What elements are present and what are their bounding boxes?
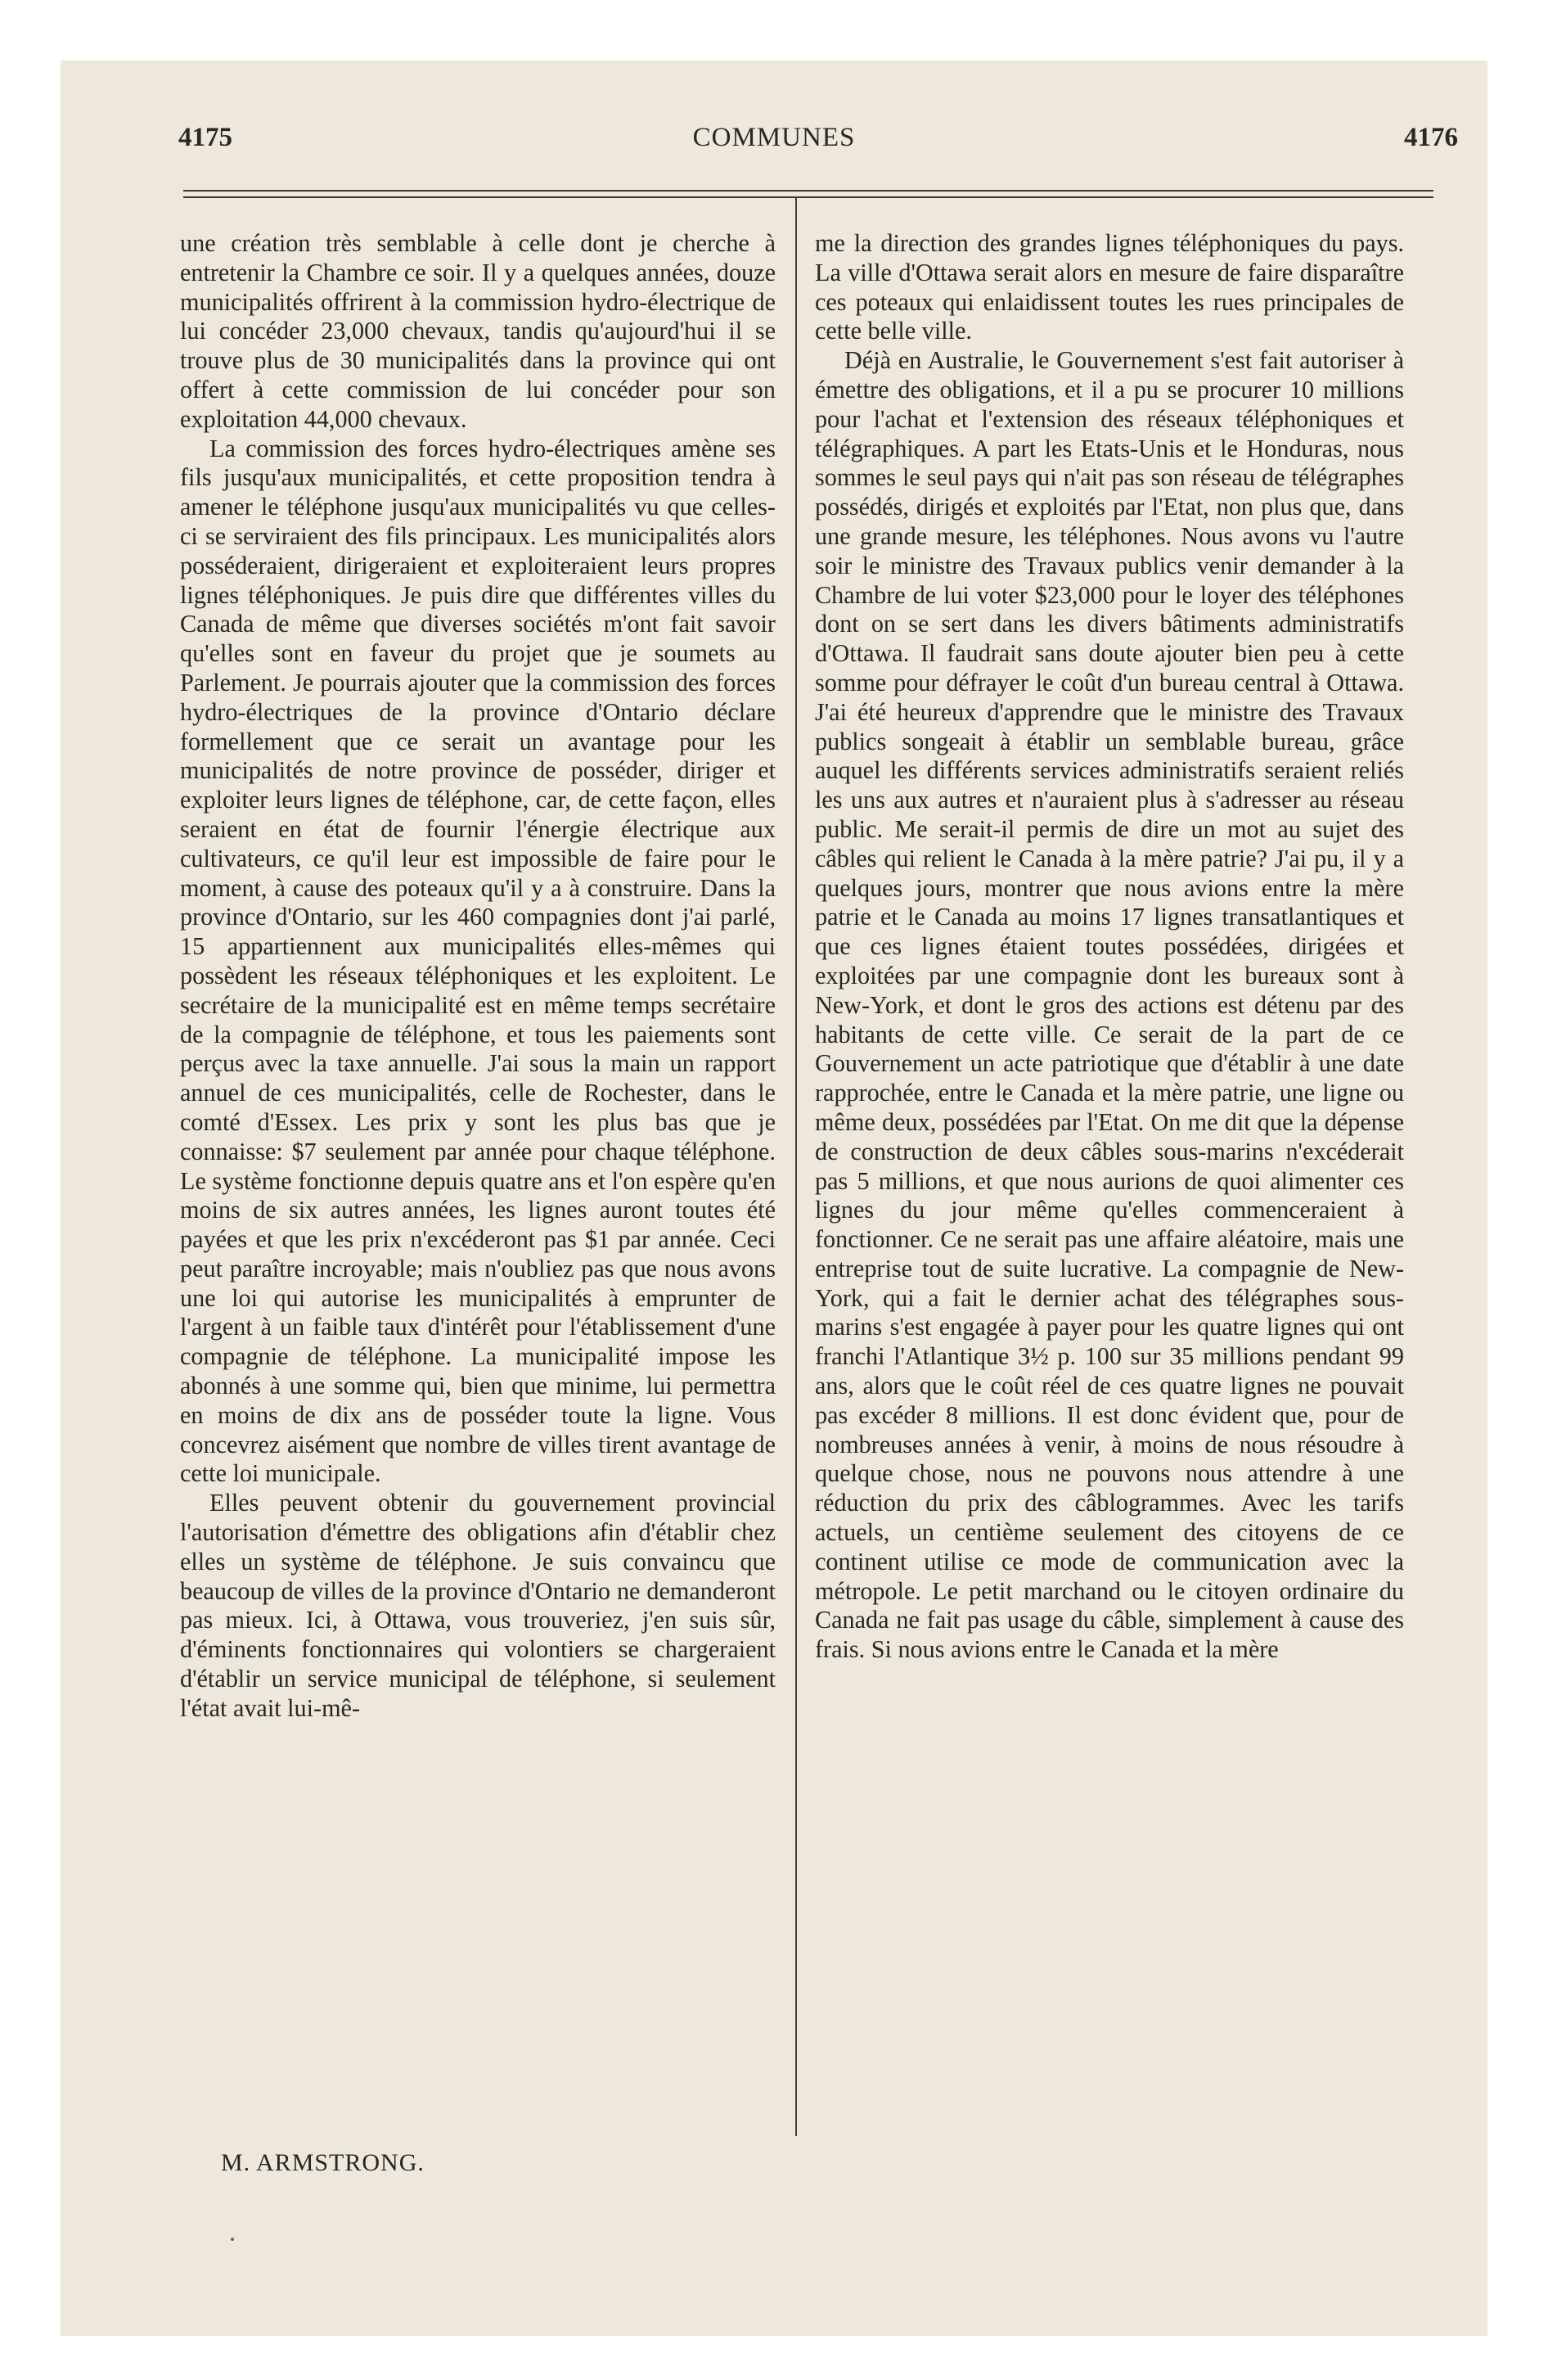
header-rule-top	[183, 190, 1433, 192]
scanned-page	[61, 61, 1487, 2336]
speaker-signature: M. ARMSTRONG.	[221, 2149, 425, 2176]
page-header	[61, 123, 1487, 164]
column-divider	[795, 196, 797, 2136]
ink-speck	[231, 2238, 234, 2241]
running-head: COMMUNES	[692, 123, 856, 152]
paragraph: une création très semblable à celle dont je cherche à entretenir la Chambre ce soir. Il y a quelques années, douze municipalités offrirent à la commission hydro-électrique de lui concéder 23,000 chevaux, tandis qu'aujourd'hui il se trouve plus de 30 municipalités dans la province qui ont offert à cette commission de lui concéder pour son exploitation 44,000 chevaux.	[180, 229, 776, 433]
paragraph: me la direction des grandes lignes téléphoniques du pays. La ville d'Ottawa serait alors en mesure de faire disparaître ces poteaux qui enlaidissent toutes les rues principales de cette belle ville.	[815, 229, 1404, 345]
paragraph: La commission des forces hydro-électriques amène ses fils jusqu'aux municipalités, et cette proposition tendra à amener le téléphone jusqu'aux municipalités vu que celles-ci se serviraient des fils principaux. Les municipalités alors posséderaient, dirigeraient et exploiteraient leurs propres lignes téléphoniques. Je puis dire que différentes villes du Canada de même que diverses sociétés m'ont fait savoir qu'elles sont en faveur du projet que je soumets au Parlement. Je pourrais ajouter que la commission des forces hydro-électriques de la province d'Ontario déclare formellement que ce serait un avantage pour les municipalités de notre province de posséder, diriger et exploiter leurs lignes de téléphone, car, de cette façon, elles seraient en état de fournir l'énergie électrique aux cultivateurs, ce qu'il leur est impossible de faire pour le moment, à cause des poteaux qu'il y a à construire. Dans la province d'Ontario, sur les 460 compagnies dont j'ai parlé, 15 appartiennent aux municipalités elles-mêmes qui possèdent les réseaux téléphoniques et les exploitent. Le secrétaire de la municipalité est en même temps secrétaire de la compagnie de téléphone, et tous les paiements sont perçus avec la taxe annuelle. J'ai sous la main un rapport annuel de ces municipalités, celle de Rochester, dans le comté d'Essex. Les prix y sont les plus bas que je connaisse: $7 seulement par année pour chaque téléphone. Le système fonctionne depuis quatre ans et l'on espère qu'en moins de six autres années, les lignes auront toutes été payées et que les prix n'excéderont pas $1 par année. Ceci peut paraître incroyable; mais n'oubliez pas que nous avons une loi qui autorise les municipalités à emprunter de l'argent à un faible taux d'intérêt pour l'établissement d'une compagnie de téléphone. La municipalité impose les abonnés à une somme qui, bien que minime, lui permettra en moins de dix ans de posséder toute la ligne. Vous concevrez aisément que nombre de villes tirent avantage de cette loi municipale.	[180, 434, 776, 1488]
paragraph: Elles peuvent obtenir du gouvernement provincial l'autorisation d'émettre des obligations afin d'établir chez elles un système de téléphone. Je suis convaincu que beaucoup de villes de la province d'Ontario ne demanderont pas mieux. Ici, à Ottawa, vous trouveriez, j'en suis sûr, d'éminents fonctionnaires qui volontiers se chargeraient d'établir un service municipal de téléphone, si seulement l'état avait lui-mê-	[180, 1489, 776, 1722]
page-number-right: 4176	[1404, 123, 1458, 152]
paragraph: Déjà en Australie, le Gouvernement s'est fait autoriser à émettre des obligations, et il a pu se procurer 10 millions pour l'achat et l'extension des réseaux téléphoniques et télégraphiques. A part les Etats-Unis et le Honduras, nous sommes le seul pays qui n'ait pas son réseau de télégraphes possédés, dirigés et exploités par l'Etat, non plus que, dans une grande mesure, les téléphones. Nous avons vu l'autre soir le ministre des Travaux publics venir demander à la Chambre de lui voter $23,000 pour le loyer des téléphones dont on se sert dans les divers bâtiments administratifs d'Ottawa. Il faudrait sans doute ajouter bien peu à cette somme pour défrayer le coût d'un bureau central à Ottawa. J'ai été heureux d'apprendre que le ministre des Travaux publics songeait à établir un semblable bureau, grâce auquel les différents services administratifs seraient reliés les uns aux autres et n'auraient plus à s'adresser au réseau public. Me serait-il permis de dire un mot au sujet des câbles qui relient le Canada à la mère patrie? J'ai pu, il y a quelques jours, montrer que nous avions entre la mère patrie et le Canada au moins 17 lignes transatlantiques et que ces lignes étaient toutes possédées, dirigées et exploitées par une compagnie dont les bureaux sont à New-York, et dont le gros des actions est détenu par des habitants de cette ville. Ce serait de la part de ce Gouvernement un acte patriotique que d'établir à une date rapprochée, entre le Canada et la mère patrie, une ligne ou même deux, possédées par l'Etat. On me dit que la dépense de construction de deux câbles sous-marins n'excéderait pas 5 millions, et que nous aurions de quoi alimenter ces lignes du jour même qu'elles commenceraient à fonctionner. Ce ne serait pas une affaire aléatoire, mais une entreprise tout de suite lucrative. La compagnie de New-York, qui a fait le dernier achat des télégraphes sous-marins s'est engagée à payer pour les quatre lignes qui ont franchi l'Atlantique 3½ p. 100 sur 35 millions pendant 99 ans, alors que le coût réel de ces quatre lignes ne pouvait pas excéder 8 millions. Il est donc évident que, pour de nombreuses années à venir, à moins de nous résoudre à quelque chose, nous ne pouvons nous attendre à une réduction du prix des câblogrammes. Avec les tarifs actuels, un centième seulement des citoyens de ce continent utilise ce mode de communication avec la métropole. Le petit marchand ou le citoyen ordinaire du Canada ne fait pas usage du câble, simplement à cause des frais. Si nous avions entre le Canada et la mère	[815, 346, 1404, 1664]
page-number-left: 4175	[178, 123, 232, 152]
header-rule-bottom	[183, 196, 1433, 198]
right-column	[815, 229, 1404, 1665]
left-column	[180, 229, 776, 1724]
